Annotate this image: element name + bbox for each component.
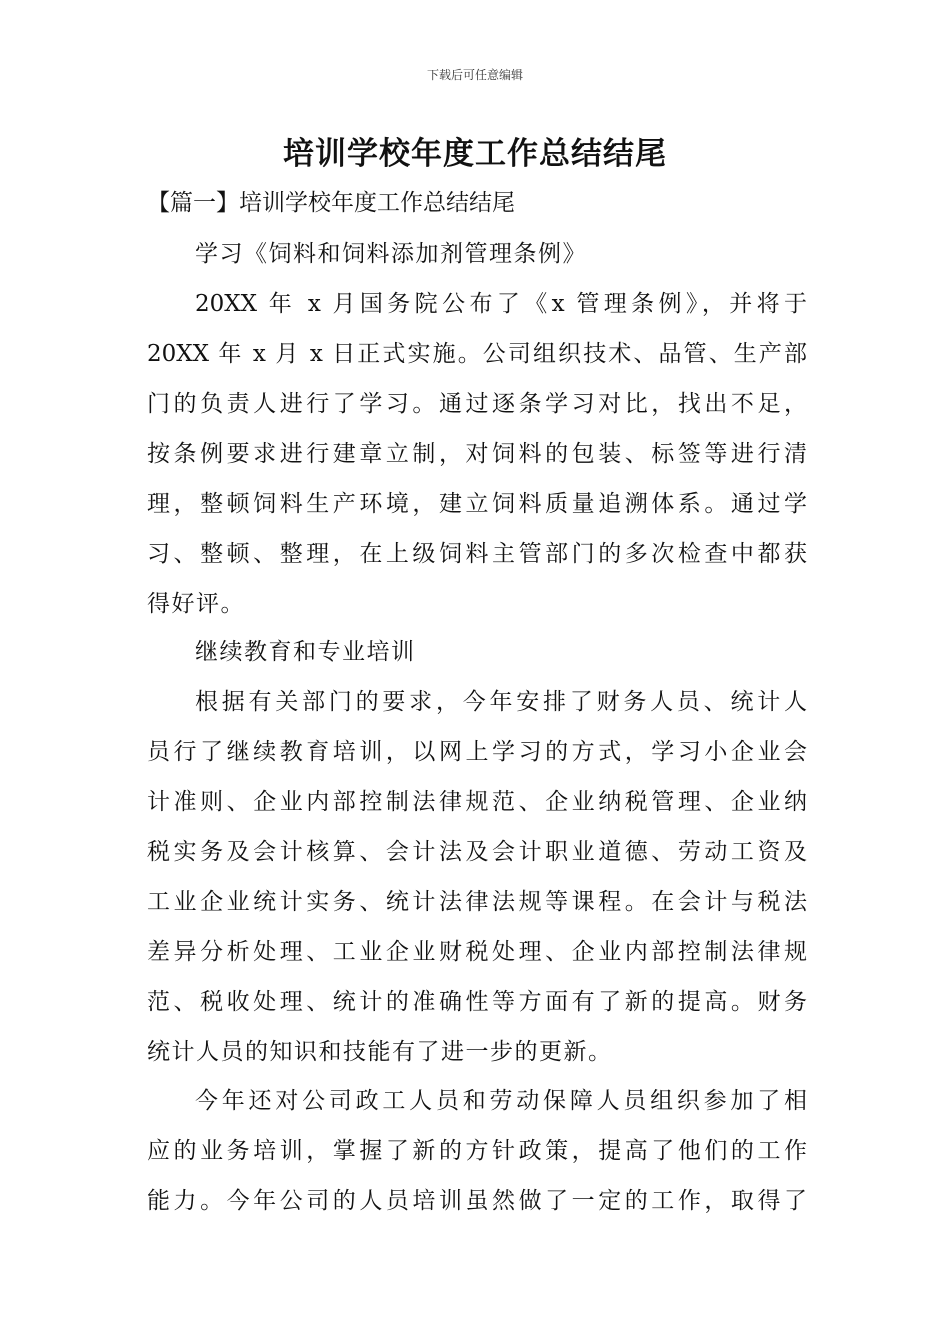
section-heading: 【篇一】培训学校年度工作总结结尾 xyxy=(147,190,515,216)
subheading-continuing-education: 继续教育和专业培训 xyxy=(195,639,416,665)
paragraph-line: 范、税收处理、统计的准确性等方面有了新的提高。财务 xyxy=(147,989,807,1015)
paragraph-line: 统计人员的知识和技能有了进一步的更新。 xyxy=(147,1039,613,1065)
document-title: 培训学校年度工作总结结尾 xyxy=(283,136,667,172)
paragraph-line: 差异分析处理、工业企业财税处理、企业内部控制法律规 xyxy=(147,939,807,965)
paragraph-line: 理，整顿饲料生产环境，建立饲料质量追溯体系。通过学 xyxy=(147,491,807,517)
paragraph-line: 税实务及会计核算、会计法及会计职业道德、劳动工资及 xyxy=(147,839,807,865)
paragraph-line: 能力。今年公司的人员培训虽然做了一定的工作，取得了 xyxy=(147,1188,807,1214)
paragraph-line: 工业企业统计实务、统计法律法规等课程。在会计与税法 xyxy=(147,889,807,915)
paragraph-line: 门的负责人进行了学习。通过逐条学习对比，找出不足， xyxy=(147,391,807,417)
paragraph-line: 习、整顿、整理，在上级饲料主管部门的多次检查中都获 xyxy=(147,541,807,567)
header-note: 下载后可任意编辑 xyxy=(426,68,523,82)
paragraph-line: 应的业务培训，掌握了新的方针政策，提高了他们的工作 xyxy=(147,1138,807,1164)
paragraph-line: 员行了继续教育培训，以网上学习的方式，学习小企业会 xyxy=(147,739,807,765)
subheading-regulation-study: 学习《饲料和饲料添加剂管理条例》 xyxy=(195,241,587,267)
paragraph-line: 根据有关部门的要求，今年安排了财务人员、统计人 xyxy=(195,689,807,715)
paragraph-line: 20XX 年 x 月 x 日正式实施。公司组织技术、品管、生产部 xyxy=(147,341,807,367)
paragraph-line: 按条例要求进行建章立制，对饲料的包装、标签等进行清 xyxy=(147,441,807,467)
paragraph-line: 计准则、企业内部控制法律规范、企业纳税管理、企业纳 xyxy=(147,789,807,815)
paragraph-line: 20XX 年 x 月国务院公布了《x 管理条例》，并将于 xyxy=(195,291,807,317)
paragraph-line: 今年还对公司政工人员和劳动保障人员组织参加了相 xyxy=(195,1088,807,1114)
paragraph-line: 得好评。 xyxy=(147,591,245,617)
